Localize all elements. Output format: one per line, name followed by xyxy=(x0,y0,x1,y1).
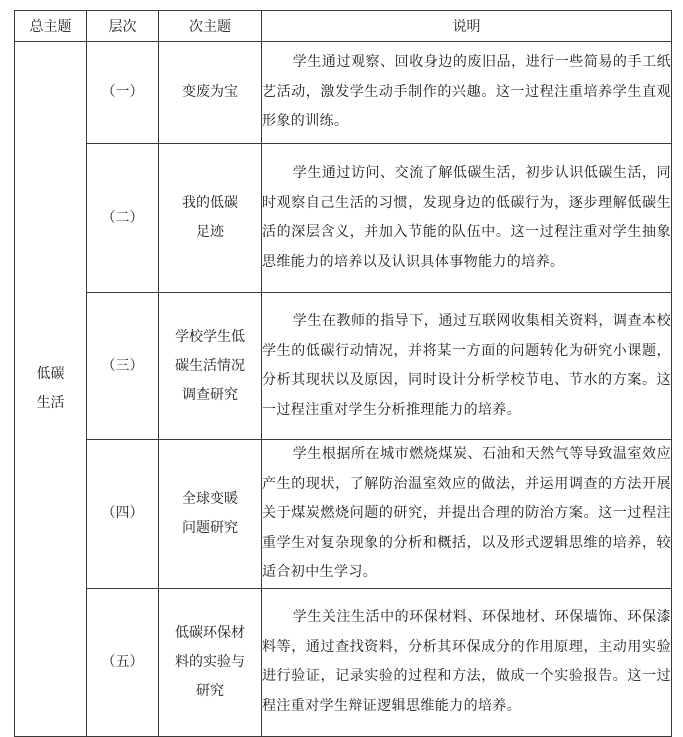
subtopic-text: 变废为宝 xyxy=(182,84,238,100)
table-row xyxy=(15,144,672,293)
header-description: 说明 xyxy=(262,11,672,42)
subtopic-cell xyxy=(159,144,262,293)
table-row xyxy=(15,293,672,440)
subtopic-text: 我的低碳足迹 xyxy=(182,195,238,240)
subtopic-text: 学校学生低碳生活情况调查研究 xyxy=(175,328,245,403)
header-level: 层次 xyxy=(87,11,159,42)
subtopic-cell xyxy=(159,588,262,736)
table-row xyxy=(15,42,672,144)
description-text: 学生根据所在城市燃烧煤炭、石油和天然气等导致温室效应产生的现状，了解防治温室效应的做法，并运用调查的方法开展关于煤炭燃烧问题的研究，并提出合理的防治方案。这一过程注重学生对复杂现象的分析和概括，以及形式逻辑思维的培养，较适合初中生学习。 xyxy=(262,446,671,580)
subtopic-cell xyxy=(159,440,262,589)
level-cell: （四） xyxy=(87,440,159,589)
description-text: 学生通过观察、回收身边的废旧品，进行一些简易的手工纸艺活动，激发学生动手制作的兴趣。这一过程注重培养学生直观形象的训练。 xyxy=(262,54,671,130)
main-topic-cell xyxy=(15,42,87,737)
subtopic-cell xyxy=(159,42,262,144)
level-cell: （三） xyxy=(87,293,159,440)
table-row xyxy=(15,440,672,589)
table-row xyxy=(15,588,672,736)
subtopic-text: 低碳环保材料的实验与研究 xyxy=(175,624,245,699)
level-cell: （一） xyxy=(87,42,159,144)
subtopic-text: 全球变暖问题研究 xyxy=(182,490,238,536)
curriculum-table xyxy=(14,10,672,737)
header-main-topic: 总主题 xyxy=(15,11,87,42)
description-text: 学生在教师的指导下，通过互联网收集相关资料，调查本校学生的低碳行动情况，并将某一方面的问题转化为研究小课题，分析其现状以及原因，同时设计分析学校节电、节水的方案。这一过程注重对学生分析推理能力的培养。 xyxy=(262,313,671,418)
header-subtopic: 次主题 xyxy=(159,11,262,42)
description-cell xyxy=(262,440,672,589)
description-text: 学生关注生活中的环保材料、环保地材、环保墙饰、环保漆料等，通过查找资料，分析其环保成分的作用原理，主动用实验进行验证，记录实验的过程和方法，做成一个实验报告。这一过程注重对学生辩证逻辑思维能力的培养。 xyxy=(262,609,671,714)
description-cell xyxy=(262,42,672,144)
subtopic-cell xyxy=(159,293,262,440)
description-cell xyxy=(262,293,672,440)
level-cell: （五） xyxy=(87,588,159,736)
description-cell xyxy=(262,588,672,736)
main-topic-text: 低碳生活 xyxy=(36,365,65,411)
description-text: 学生通过访问、交流了解低碳生活，初步认识低碳生活，同时观察自己生活的习惯，发现身边的低碳行为，逐步理解低碳生活的深层含义，并加入节能的队伍中。这一过程注重对学生抽象思维能力的培养以及认识具体事物能力的培养。 xyxy=(262,165,671,270)
level-cell: （二） xyxy=(87,144,159,293)
description-cell xyxy=(262,144,672,293)
header-row xyxy=(15,11,672,42)
